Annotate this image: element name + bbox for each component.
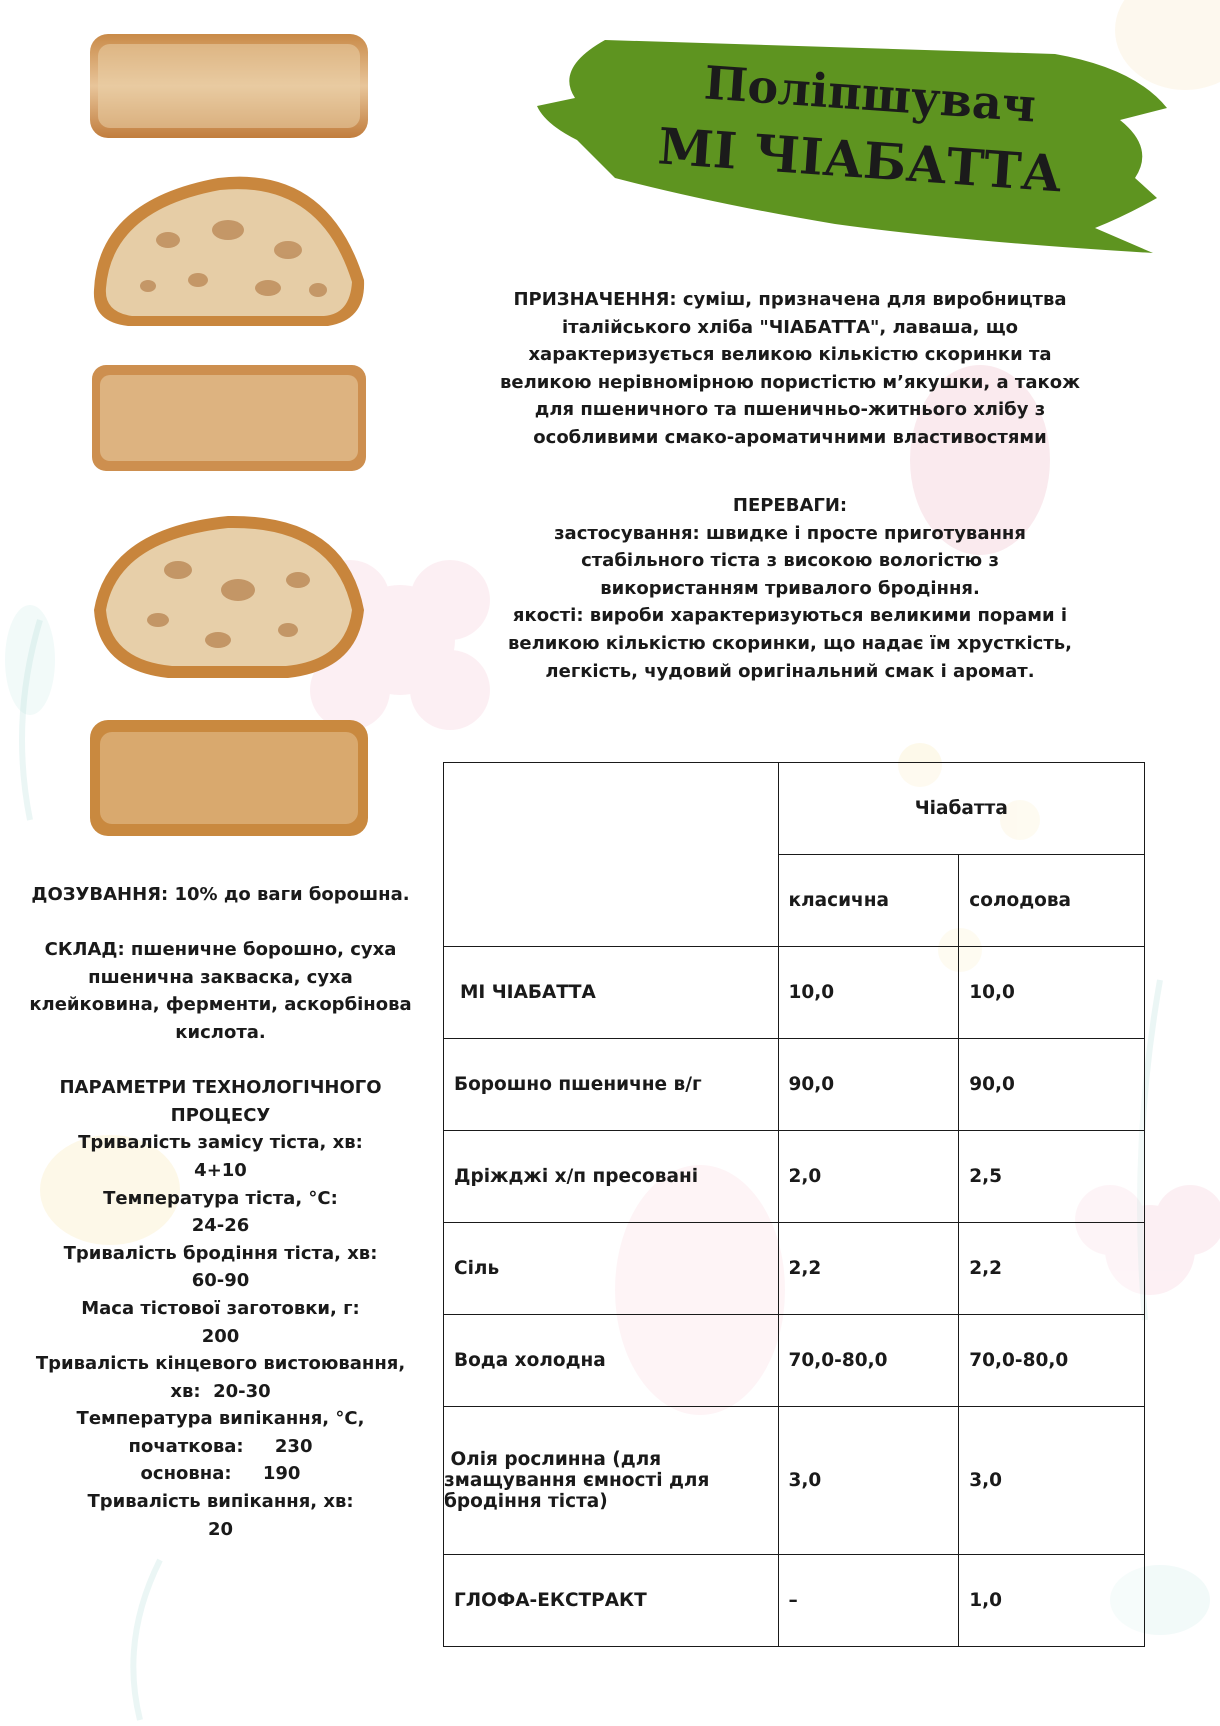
param-value: 20 [207,1518,234,1540]
bread-image-2 [88,170,370,332]
table-row [444,1407,1145,1555]
col-header-classic: класична [778,855,959,947]
col-header-malt: солодова [959,855,1145,947]
ingredient-name: Дріжджі х/п пресовані [444,1131,779,1223]
param-value: основна: 190 [140,1463,301,1485]
advantages-line: якості: вироби характеризуються великими порами і [512,605,1068,627]
ingredient-name: Вода холодна [444,1315,779,1407]
malt-value: 3,0 [959,1407,1145,1555]
advantages-line: використанням тривалого бродіння. [600,577,980,599]
purpose-line: характеризується великою кількістю скоринки та [528,344,1052,366]
purpose-line: особливими смако-ароматичними властивостями [533,426,1047,448]
bread-image-5 [88,718,370,840]
classic-value: 2,0 [778,1131,959,1223]
param-value: 24-26 [191,1215,250,1237]
advantages-line: стабільного тіста з високою вологістю з [581,550,999,572]
classic-value: 2,2 [778,1223,959,1315]
composition-line: клейковина, ферменти, аскорбінова [29,994,412,1016]
param-line: Тривалість кінцевого вистоювання, [35,1353,406,1375]
composition-line: кислота. [175,1021,266,1043]
param-value: 200 [201,1325,240,1347]
malt-value: 90,0 [959,1039,1145,1131]
ingredient-name: ГЛОФА-ЕКСТРАКТ [444,1555,779,1647]
ingredient-name: Борошно пшеничне в/г [444,1039,779,1131]
title-line-1: Поліпшувач [702,55,1038,133]
purpose-line: для пшеничного та пшеничньо-житнього хлібу з [534,399,1046,421]
malt-value: 70,0-80,0 [959,1315,1145,1407]
ingredient-name-line: Олія рослинна (для [444,1449,662,1470]
table-row [444,1555,1145,1647]
malt-value: 2,5 [959,1131,1145,1223]
advantages-line: легкість, чудовий оригінальний смак і аромат. [545,660,1035,682]
param-value: 60-90 [191,1270,250,1292]
param-line: Маса тістової заготовки, г: [81,1297,360,1319]
composition-line: СКЛАД: пшеничне борошно, суха [44,939,397,961]
params-heading: ПАРАМЕТРИ ТЕХНОЛОГІЧНОГО [59,1077,382,1099]
param-line: Тривалість бродіння тіста, хв: [63,1242,378,1264]
table-row [444,1039,1145,1131]
advantages-line: великою кількістю скоринки, що надає їм хрусткість, [508,632,1072,654]
classic-value: 70,0-80,0 [778,1315,959,1407]
group-header-ciabatta: Чіабатта [778,763,1144,855]
table-row [444,1131,1145,1223]
bread-image-4 [88,510,370,682]
process-info [18,881,423,1543]
param-line: Температура тіста, °С: [103,1187,338,1209]
purpose-paragraph [480,286,1100,452]
param-line: Тривалість випікання, хв: [87,1491,354,1513]
malt-value: 10,0 [959,947,1145,1039]
table-row [444,947,1145,1039]
title-banner [535,28,1175,268]
advantages-line: застосування: швидке і просте приготування [554,522,1026,544]
ingredient-name: Сіль [444,1223,779,1315]
classic-value: – [778,1555,959,1647]
table-row [444,1315,1145,1407]
table-header-row [444,763,1145,855]
composition-line: пшенична закваска, суха [88,966,353,988]
advantages-paragraph [480,492,1100,685]
bread-image-3 [88,363,370,475]
purpose-line: італійського хліба "ЧІАБАТТА", лаваша, що [561,316,1018,338]
malt-value: 2,2 [959,1223,1145,1315]
ingredient-name [444,1407,779,1555]
ingredient-name-line: змащування ємності для [444,1470,710,1491]
purpose-line: ПРИЗНАЧЕННЯ: суміш, призначена для виробництва [513,289,1067,310]
advantages-heading: ПЕРЕВАГИ: [732,495,848,516]
malt-value: 1,0 [959,1555,1145,1647]
classic-value: 90,0 [778,1039,959,1131]
table-corner-cell [444,763,779,947]
title-line-2: МІ ЧІАБАТТА [656,116,1064,204]
ingredient-name: МІ ЧІАБАТТА [444,947,779,1039]
param-line: Тривалість замісу тіста, хв: [78,1132,363,1154]
dosage-text: ДОЗУВАННЯ: 10% до ваги борошна. [31,884,410,905]
classic-value: 3,0 [778,1407,959,1555]
bread-image-1 [88,30,370,142]
param-value: початкова: 230 [128,1435,313,1457]
param-value: хв: 20-30 [170,1380,271,1402]
recipe-table [443,762,1145,1647]
params-heading: ПРОЦЕСУ [170,1104,271,1126]
ingredient-name-line: бродіння тіста) [444,1491,608,1512]
table-row [444,1223,1145,1315]
param-line: Температура випікання, °С, [76,1408,365,1430]
classic-value: 10,0 [778,947,959,1039]
purpose-line: великою нерівномірною пористістю м’якушки, а також [499,371,1080,393]
param-value: 4+10 [194,1159,247,1181]
